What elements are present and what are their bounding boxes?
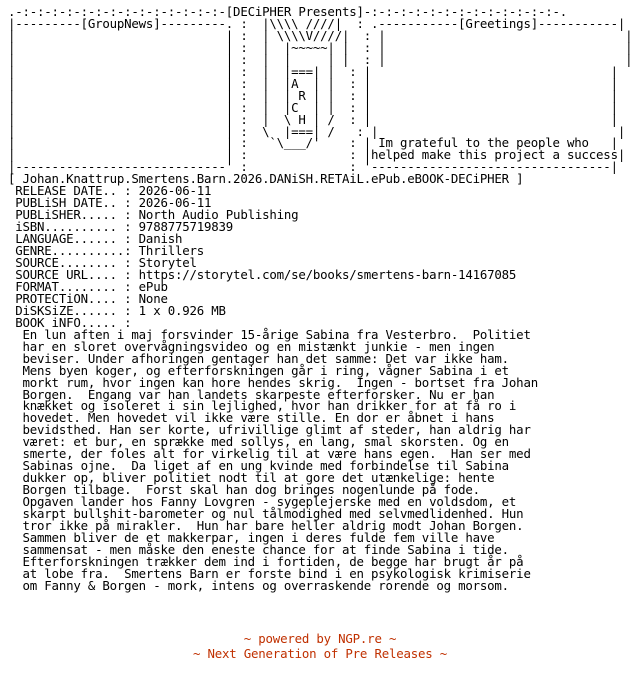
header-line: | | : | | | | : | |: [8, 51, 633, 67]
header-line: |---------[GroupNews]---------. : |\\\\ ////| : .-----------[Greetings]-----------|: [8, 15, 626, 31]
description-line: Sabinas ojne. Da liget af en ung kvinde med forbindelse til Sabina: [8, 458, 509, 474]
description-line: bevidsthed. Han ser korte, ufrivillige glimt af steder, han aldrig har: [8, 422, 531, 438]
description-line: En lun aften i maj forsvinder 15-årige Sabina fra Vesterbro. Politiet: [8, 326, 531, 342]
description-line: Borgen tilbage. Forst skal han dog bringes nogenlunde på fode.: [8, 482, 480, 498]
info-line: PUBLiSHER..... : North Audio Publishing: [8, 207, 299, 223]
info-line: RELEASE DATE.. : 2026-06-11: [8, 183, 212, 199]
description-line: har en sloret overvågningsvideo og en mistænkt junkie - men ingen: [8, 338, 495, 354]
header-line: | | : | |C | | : | |: [8, 99, 618, 115]
info-line: BOOK iNFO..... :: [8, 314, 132, 330]
info-line: iSBN.......... : 9788775719839: [8, 219, 234, 235]
header-line: | | : : |helped make this project a success|: [8, 147, 626, 163]
info-line: LANGUAGE...... : Danish: [8, 231, 183, 247]
description-line: Borgen. Engang var han landets skarpeste efterforsker. Nu er han: [8, 386, 495, 402]
description-line: morkt rum, hvor ingen kan hore hendes skrig. Ingen - bortset fra Johan: [8, 374, 538, 390]
release-name: [ Johan.Knattrup.Smertens.Barn.2026.DANiSH.RETAiL.ePub.eBOOK-DECiPHER ]: [8, 171, 524, 187]
header-line: | | : \ |===| / : | |: [8, 123, 626, 139]
info-line: GENRE..........: Thrillers: [8, 243, 205, 259]
header-line: | | : `\___/' : | Im grateful to the people who |: [8, 135, 618, 151]
description-line: smerte, der foles alt for virkelig til at være hans egen. Han ser med: [8, 446, 531, 462]
description-line: at lobe fra. Smertens Barn er forste bind i en psykologisk krimiserie: [8, 565, 531, 581]
header-line: |-----------------------------' : : '---------------------------------|: [8, 159, 618, 175]
info-line: PROTECTiON.... : None: [8, 290, 168, 306]
description-line: om Fanny & Borgen - mork, intens og overraskende rorende og morsom.: [8, 577, 509, 593]
description-line: Opgaven lander hos Fanny Lovgren - sygeplejerske med en voldsdom, et: [8, 494, 517, 510]
description-line: hovedet. Men hovedet vil ikke være stille. En dor er åbnet i hans: [8, 410, 495, 426]
header-line: .-:-:-:-:-:-:-:-:-:-:-:-:-:-:-[DECiPHER Presents]-:-:-:-:-:-:-:-:-:-:-:-:-:-.: [8, 4, 568, 19]
description-line: skarpt bullshit-barometer og nul tålmodighed med selvmedlidenhed. Hun: [8, 506, 524, 522]
header-line: | | : | \ H | / : | |: [8, 111, 618, 127]
description-line: Efterforskningen trækker dem ind i fortiden, de begge har brugt år på: [8, 553, 524, 569]
tagline-link[interactable]: ~ Next Generation of Pre Releases ~: [192, 646, 448, 661]
info-line: SOURCE URL.... : https://storytel.com/se/books/smertens-barn-14167085: [8, 266, 517, 282]
description-line: dukker op, bliver politiet nodt til at gore det utænkelige: hente: [8, 470, 495, 486]
description-line: tror ikke på mirakler. Hun har bare heller aldrig modt Johan Borgen.: [8, 517, 524, 533]
description-line: beviser. Under afhoringen gentager han det samme: Det var ikke ham.: [8, 350, 509, 366]
info-line: FORMAT........ : ePub: [8, 278, 168, 294]
header-line: | | : | |~~~~~| | : | |: [8, 39, 633, 55]
info-line: PUBLiSH DATE.. : 2026-06-11: [8, 195, 212, 211]
header-line: | | : | |A | | : | |: [8, 75, 618, 91]
info-line: SOURCE........ : Storytel: [8, 255, 197, 271]
header-line: | | : | \\\\V////| : | |: [8, 27, 633, 43]
description-line: Sammen bliver de et makkerpar, ingen i deres fulde fem ville have: [8, 529, 495, 545]
nfo-text: [8, 6, 632, 592]
powered-by-link[interactable]: ~ powered by NGP.re ~: [243, 631, 397, 646]
info-line: DiSKSiZE...... : 1 x 0.926 MB: [8, 302, 226, 318]
description-line: sammensat - men måske den eneste chance for at finde Sabina i tide.: [8, 541, 509, 557]
header-line: | | : | | R | | : | |: [8, 87, 618, 103]
description-line: knækket og isoleret i sin lejlighed, hvor han drikker for at få ro i: [8, 398, 517, 414]
header-line: | | : | |===| | : | |: [8, 63, 618, 79]
description-line: Mens byen koger, og efterforskningen går i ring, vågner Sabina i et: [8, 362, 509, 378]
description-line: været: et bur, en sprække med sollys, en lang, smal skorsten. Og en: [8, 434, 509, 450]
